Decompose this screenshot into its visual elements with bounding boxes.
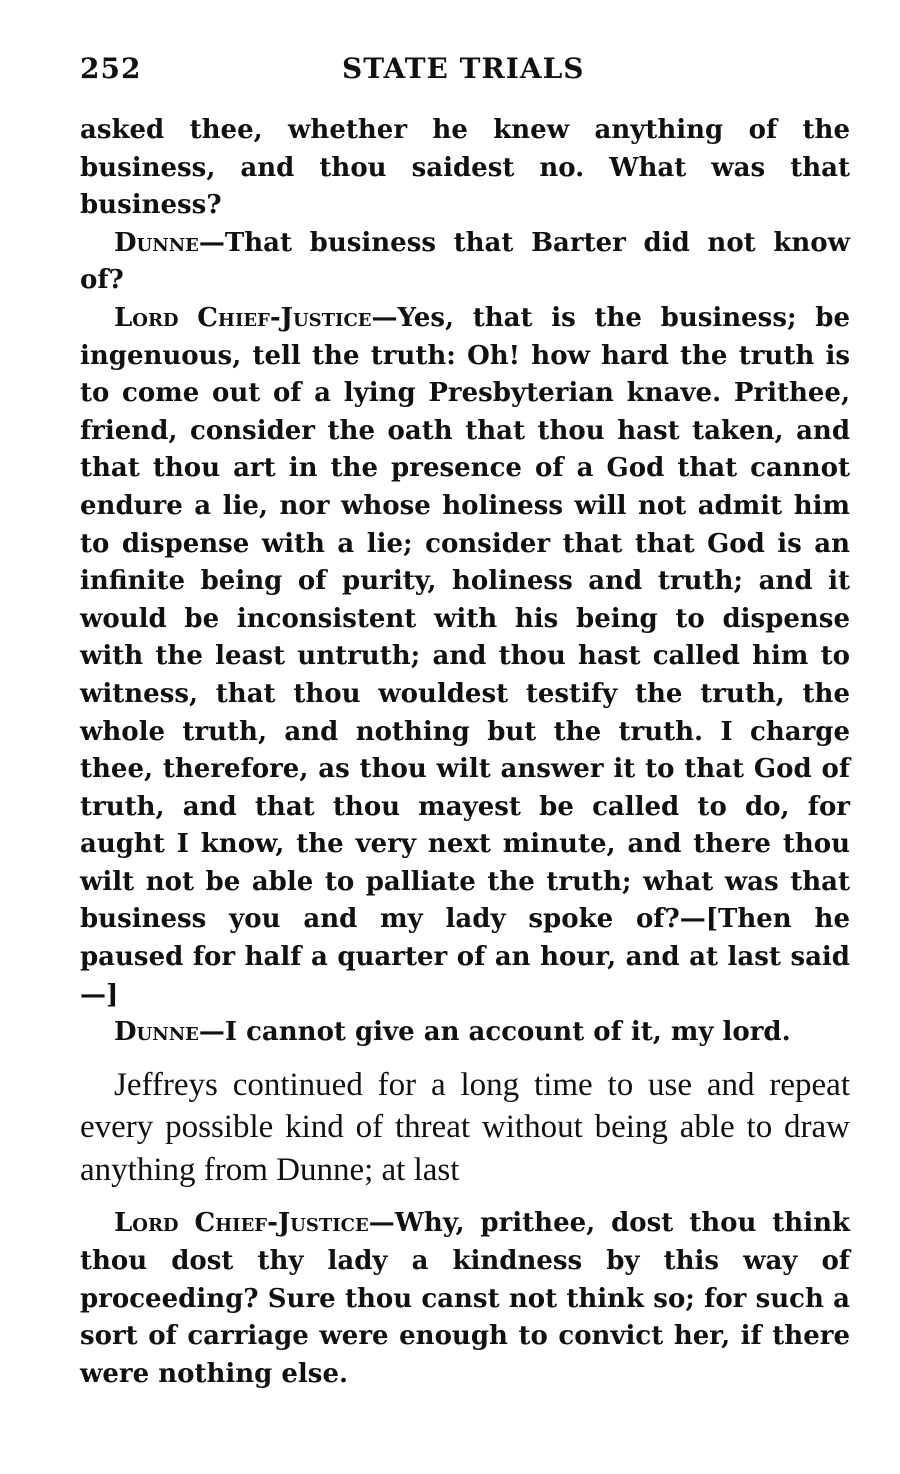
page-number: 252 (80, 52, 142, 85)
narrative-paragraph: Jeffreys continued for a long time to use and repeat every possible kind of threat without being able to draw anything from Dunne; at last (80, 1066, 850, 1188)
testimony-paragraph (80, 1205, 850, 1393)
speaker-name: Dunne (114, 227, 199, 258)
continued-paragraph (80, 112, 850, 225)
paragraph-text: asked thee, whether he knew anything of the business, and thou saidest no. What was that business? (80, 115, 850, 221)
testimony-paragraph (80, 300, 850, 1014)
paragraph-text: —Yes, that is the business; be ingenuous, tell the truth: Oh! how hard the truth is to come out of a lying Presbyterian knave. Prithee, friend, consider the oath that thou hast taken, and that thou art in the presence of a God that cannot endure a lie, nor whose holiness will not admit him to dispense with a lie; consider that that God is an infinite being of purity, holiness and truth; and it would be inconsistent with his being to dispense with the least untruth; and thou hast called him to witness, that thou wouldest testify the truth, the whole truth, and nothing but the truth. I charge thee, therefore, as thou wilt answer it to that God of truth, and that thou mayest be called to do, for aught I know, the very next minute, and there thou wilt not be able to palliate the truth; what was that business you and my lady spoke of?—[Then he paused for half a quarter of an hour, and at last said—] (80, 302, 850, 1010)
paragraph-text: —Why, prithee, dost thou think thou dost thy lady a kindness by this way of proceeding? Sure thou canst not think so; for such a sort of carriage were enough to convict her, if there were nothing else. (80, 1208, 850, 1389)
running-head: STATE TRIALS (342, 52, 585, 85)
speaker-name: Lord Chief-Justice (114, 1208, 369, 1239)
testimony-paragraph (80, 1014, 850, 1052)
paragraph-text: —That business that Barter did not know of? (80, 227, 850, 296)
page-header (80, 52, 850, 92)
speaker-name: Dunne (114, 1017, 199, 1048)
paragraph-text: —I cannot give an account of it, my lord. (198, 1017, 791, 1048)
testimony-paragraph (80, 225, 850, 300)
page-body (80, 112, 850, 1393)
speaker-name: Lord Chief-Justice (114, 302, 372, 333)
